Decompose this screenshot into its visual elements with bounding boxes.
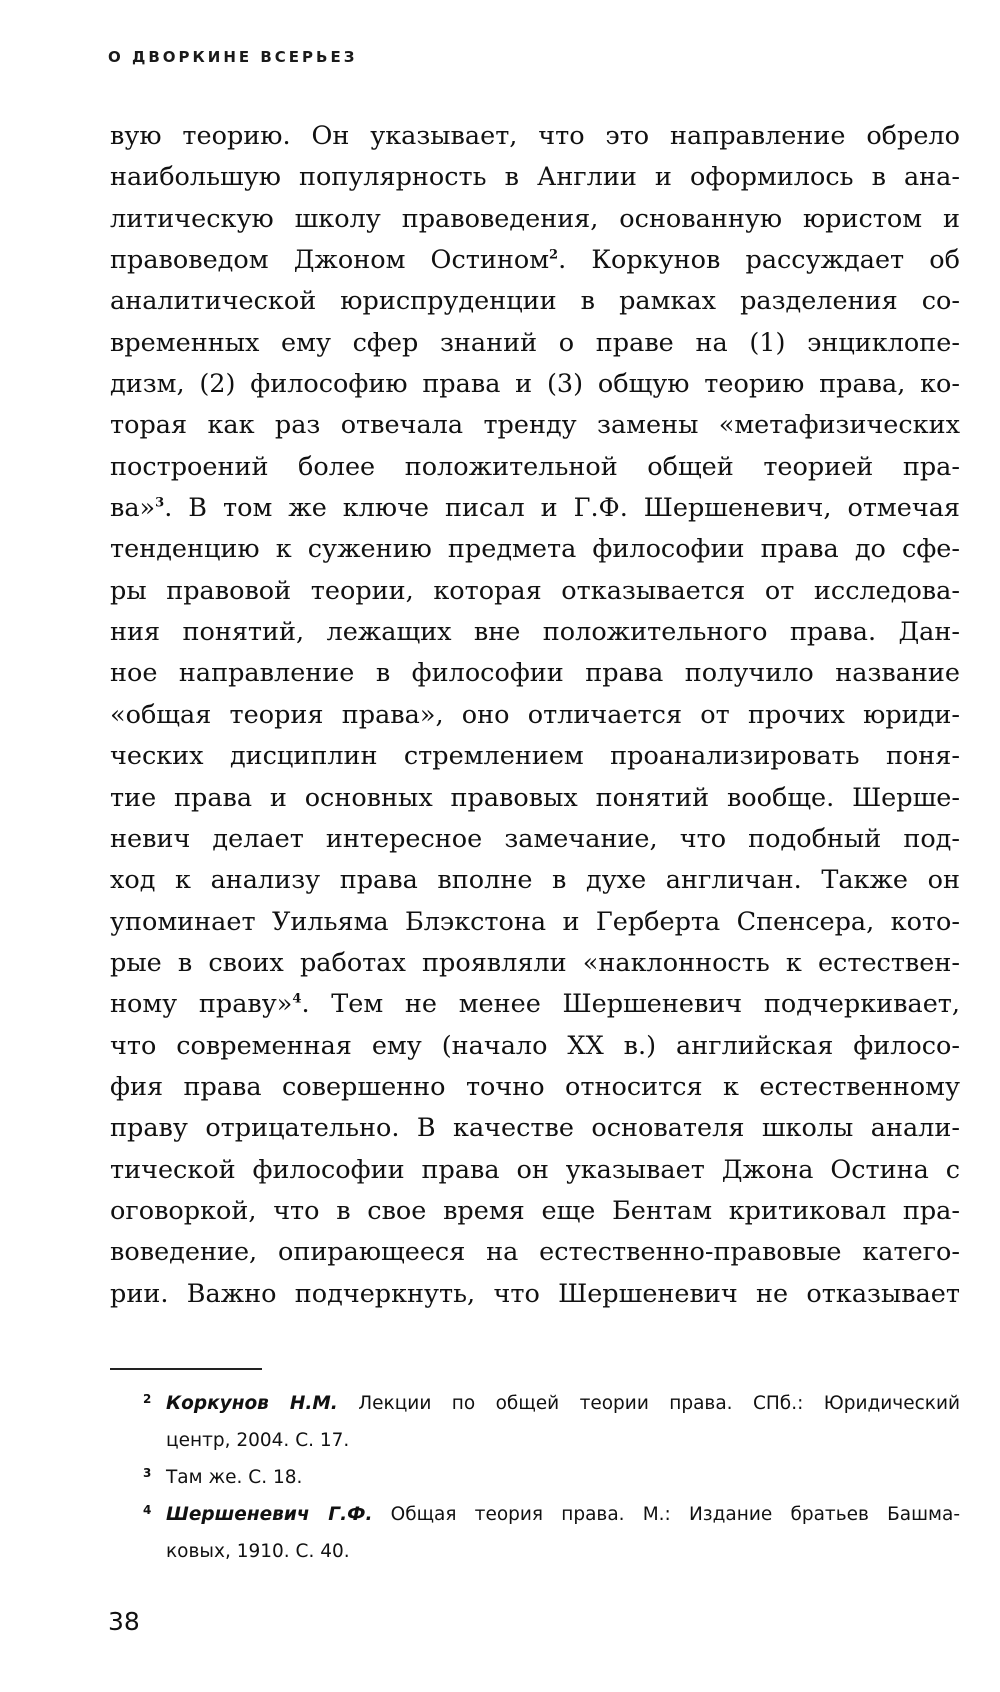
footnote-item	[110, 1459, 960, 1496]
footnote-ref: 4	[292, 991, 302, 1007]
text-line	[110, 984, 960, 1025]
footnote-line: ковых, 1910. С. 40.	[166, 1541, 350, 1562]
text-fragment: . Коркунов рассуждает об	[558, 245, 960, 276]
footnote-item	[110, 1496, 960, 1570]
text-line: ход к анализу права вполне в духе англичан. Также он	[110, 865, 960, 896]
body-text	[110, 116, 960, 1315]
text-line: временных ему сфер знаний о праве на (1) энциклопе-	[110, 327, 960, 358]
footnote-ref: 3	[155, 495, 165, 511]
text-line: ры правовой теории, которая отказывается от исследова-	[110, 575, 960, 606]
text-line: наибольшую популярность в Англии и оформилось в ана-	[110, 162, 960, 193]
footnote-text: Лекции по общей теории права. СПб.: Юридический	[337, 1393, 960, 1414]
text-line: ное направление в философии права получило название	[110, 658, 960, 689]
text-line: упоминает Уильяма Блэкстона и Герберта Спенсера, кото-	[110, 906, 960, 937]
page-number: 38	[108, 1607, 140, 1636]
text-fragment: ва»	[110, 493, 156, 524]
text-line: ния понятий, лежащих вне положительного права. Дан-	[110, 617, 960, 648]
text-line: невич делает интересное замечание, что подобный под-	[110, 823, 960, 854]
footnote-line	[166, 1385, 960, 1422]
footnote-line: центр, 2004. С. 17.	[166, 1430, 350, 1451]
text-line: воведение, опирающееся на естественно-правовые катего-	[110, 1237, 960, 1268]
text-line: дизм, (2) философию права и (3) общую теорию права, ко-	[110, 369, 960, 400]
text-line: тической философии права он указывает Джона Остина с	[110, 1154, 960, 1185]
text-line: праву отрицательно. В качестве основателя школы анали-	[110, 1113, 960, 1144]
footnote-author: Коркунов Н.М.	[166, 1393, 338, 1414]
footnote-line	[166, 1496, 960, 1533]
running-header: О ДВОРКИНЕ ВСЕРЬЕЗ	[108, 48, 358, 66]
text-line: «общая теория права», оно отличается от прочих юриди-	[110, 699, 960, 730]
footnote-number: 3	[143, 1466, 152, 1480]
text-line: тенденцию к сужению предмета философии права до сфе-	[110, 534, 960, 565]
text-line: что современная ему (начало XX в.) английская филосо-	[110, 1030, 960, 1061]
text-line: оговоркой, что в свое время еще Бентам критиковал пра-	[110, 1195, 960, 1226]
text-line: тие права и основных правовых понятий вообще. Шерше-	[110, 782, 960, 813]
footnote-text: Общая теория права. М.: Издание братьев Башма-	[372, 1504, 960, 1525]
footnote-item	[110, 1385, 960, 1459]
text-line: рии. Важно подчеркнуть, что Шершеневич не отказывает	[110, 1278, 960, 1309]
footnote-number: 4	[143, 1503, 152, 1517]
footnote-author: Шершеневич Г.Ф.	[166, 1504, 373, 1525]
footnote-number: 2	[143, 1392, 152, 1406]
footnotes	[110, 1385, 960, 1570]
text-line: фия права совершенно точно относится к естественному	[110, 1071, 960, 1102]
text-line	[110, 240, 960, 281]
text-line	[110, 488, 960, 529]
footnote-divider	[110, 1368, 262, 1370]
footnote-ref: 2	[549, 247, 559, 263]
text-line: торая как раз отвечала тренду замены «метафизических	[110, 410, 960, 441]
text-fragment: . Тем не менее Шершеневич подчеркивает,	[301, 989, 960, 1020]
text-line: построений более положительной общей теорией пра-	[110, 451, 960, 482]
text-line: рые в своих работах проявляли «наклонность к естествен-	[110, 947, 960, 978]
text-fragment: . В том же ключе писал и Г.Ф. Шершеневич, отмечая	[164, 493, 960, 524]
text-line: ческих дисциплин стремлением проанализировать поня-	[110, 741, 960, 772]
text-line: литическую школу правоведения, основанную юристом и	[110, 203, 960, 234]
text-fragment: ному праву»	[110, 989, 293, 1020]
text-fragment: правоведом Джоном Остином	[110, 245, 550, 276]
footnote-line: Там же. С. 18.	[166, 1467, 303, 1488]
text-line: вую теорию. Он указывает, что это направление обрело	[110, 121, 960, 151]
text-line: аналитической юриспруденции в рамках разделения со-	[110, 286, 960, 317]
